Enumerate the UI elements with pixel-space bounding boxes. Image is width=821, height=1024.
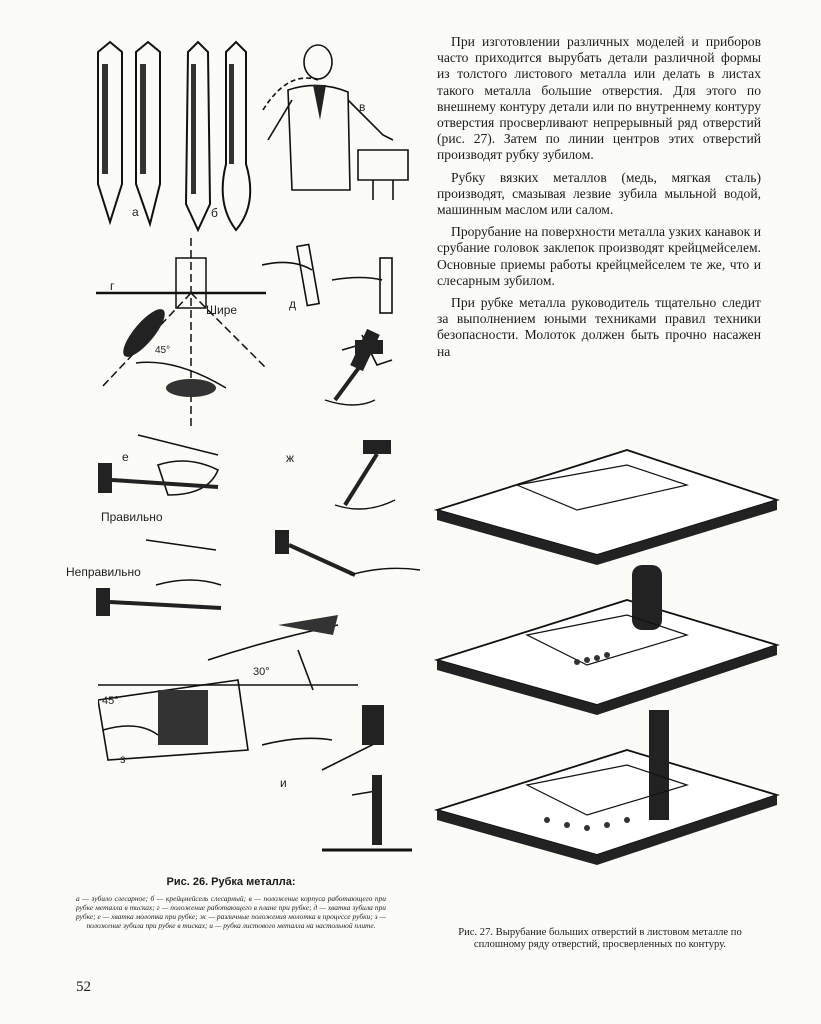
figure-26-caption (76, 876, 386, 930)
label-correct: Правильно (101, 510, 163, 524)
label-angle30: 30° (253, 666, 270, 678)
label-incorrect: Неправильно (66, 565, 141, 579)
figure-26-hammer-swings (275, 340, 425, 590)
label-g: г (110, 279, 115, 293)
label-zh: ж (286, 451, 295, 465)
figure-27-caption: Рис. 27. Вырубание больших отверстий в листовом металле по сплошному ряду отверстий, просверленных по контуру. (458, 927, 742, 950)
label-shire: Шире (206, 303, 238, 317)
figure-27-plates (427, 440, 787, 900)
label-z: з (120, 752, 126, 766)
figure-26-caption-desc: а — зубило слесарное; б — крейцмейсель слесарный; в — положение корпуса работающего при рубке металла в тисках; г — положение работающего в плане при рубке; д — хватка зубила при рубке; е — хватка молотка при рубке; ж — различные положения молотка в процессе рубки; з — положение зубила при рубке в тисках; и — рубка листового металла на настольной плите. (76, 894, 386, 930)
page-number: 52 (76, 979, 91, 995)
figure-26-chisels (88, 34, 268, 234)
label-e: е (122, 450, 129, 464)
paragraph-3: Прорубание на поверхности металла узких канавок и срубание головок заклепок производят крейцмейселем. Основные приемы работы крейцмейселем те же, что и слесарным зубилом. (437, 224, 761, 288)
figure-26-caption-title: Рис. 26. Рубка металла: (166, 876, 296, 888)
figure-26-worker-vise (258, 40, 418, 205)
paragraph-4: При рубке металла руководитель тщательно следит за выполнением юными техниками правил техники безопасности. Молоток должен быть прочно насажен на (437, 295, 761, 359)
label-d: д (289, 297, 297, 311)
label-a: а (132, 205, 139, 219)
label-angle45b: 45° (102, 695, 119, 707)
label-angle45: 45° (155, 345, 171, 356)
figure-26-hammer-correct (98, 425, 228, 515)
label-v: в (359, 100, 366, 114)
label-b: б (211, 206, 218, 220)
figure-26-plan-view (96, 238, 266, 428)
label-i: и (280, 776, 287, 790)
body-text (437, 34, 761, 366)
paragraph-2: Рубку вязких металлов (медь, мягкая сталь) производят, смазывая лезвие зубила мыльной водой, машинным маслом или салом. (437, 169, 761, 218)
paragraph-1: При изготовлении различных моделей и приборов часто приходится вырубать детали различной формы из толстого листового металла или делать в листах такого металла большие отверстия. Для этого по внешнему контуру детали или по внутреннему контуру отверстия просверливают непрерывный ряд отверстий (рис. 27). Затем по линии центров этих отверстий производят рубку зубилом. (437, 34, 761, 163)
